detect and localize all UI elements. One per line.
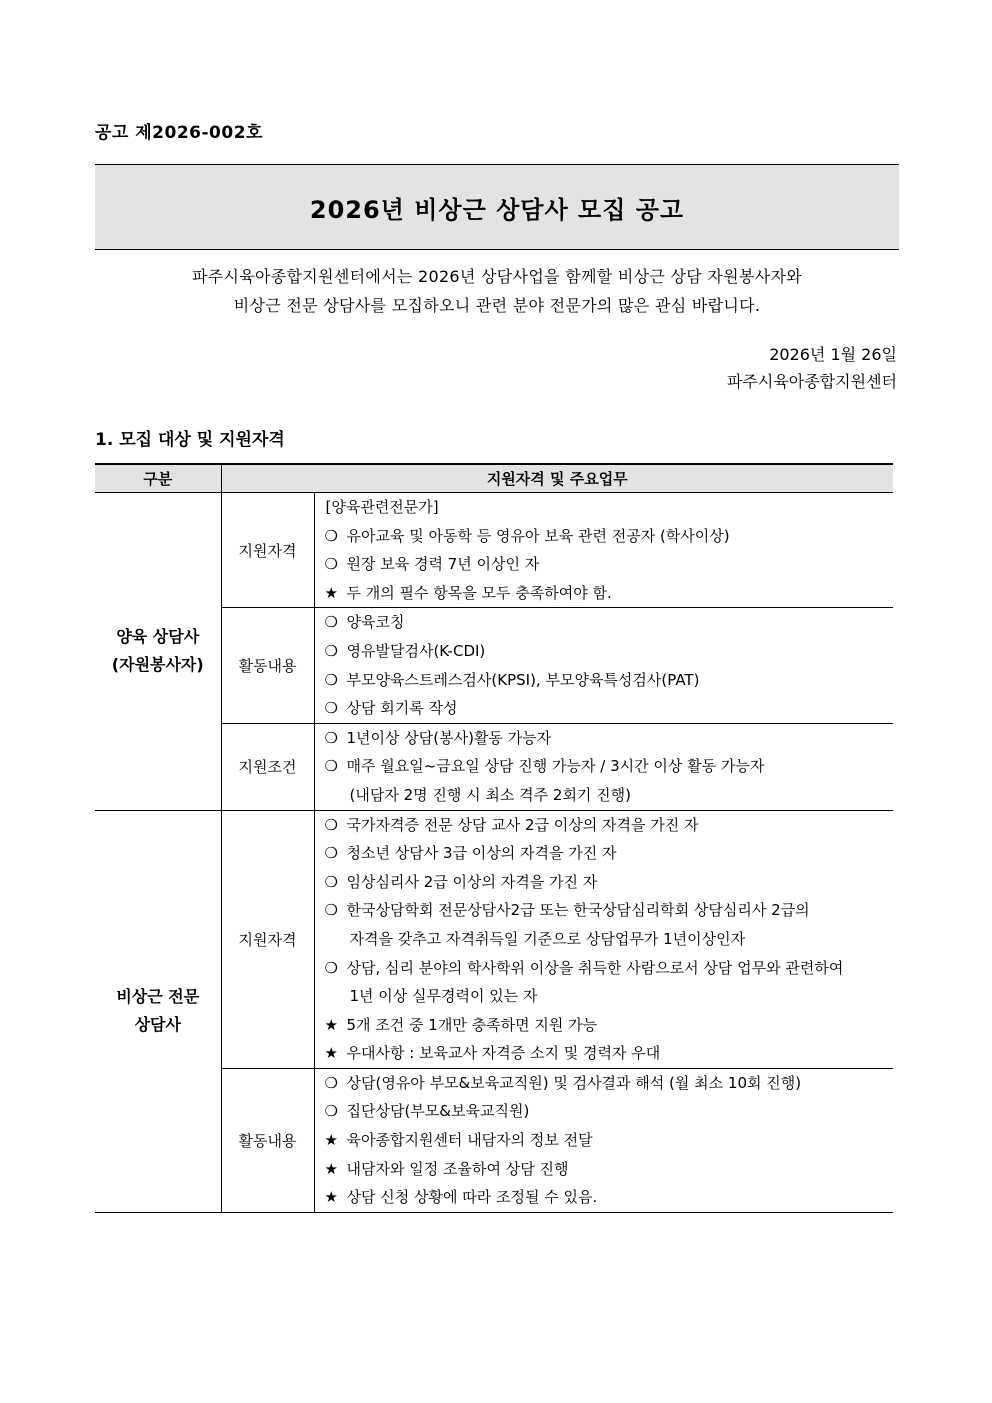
category-line: 양육 상담사: [116, 627, 200, 647]
table-header-row: [95, 464, 893, 493]
content-line: [325, 637, 894, 666]
content-text: [양육관련전문가]: [325, 498, 439, 516]
content-line: [325, 579, 894, 608]
content-text: 원장 보육 경력 7년 이상인 자: [346, 555, 540, 574]
circle-bullet-icon: ❍: [324, 728, 338, 747]
content-line: [325, 752, 894, 781]
content-text: 1년이상 상담(봉사)활동 가능자: [346, 728, 552, 747]
intro-paragraph: [95, 262, 899, 320]
content-text: 매주 월요일~금요일 상담 진행 가능자 / 3시간 이상 활동 가능자: [346, 757, 765, 776]
content-cell: [314, 1068, 893, 1212]
content-line: [325, 1069, 894, 1098]
circle-bullet-icon: ❍: [324, 526, 338, 545]
circle-bullet-icon: ❍: [324, 641, 338, 660]
content-line: [325, 896, 894, 925]
content-text: 유아교육 및 아동학 등 영유아 보육 관련 전공자 (학사이상): [346, 526, 730, 545]
circle-bullet-icon: ❍: [324, 844, 338, 863]
content-text: 부모양육스트레스검사(KPSI), 부모양육특성검사(PAT): [346, 670, 700, 689]
subcategory-cell: 활동내용: [221, 1068, 314, 1212]
circle-bullet-icon: ❍: [324, 872, 338, 891]
content-text: 우대사항 : 보육교사 자격증 소지 및 경력자 우대: [346, 1044, 661, 1063]
content-line: [325, 954, 894, 983]
circle-bullet-icon: ❍: [324, 1102, 338, 1121]
issuing-organization: 파주시육아종합지원센터: [726, 372, 897, 391]
content-line: [325, 925, 894, 954]
category-cell: [95, 493, 221, 811]
content-line: [325, 1155, 894, 1184]
content-text: 5개 조건 중 1개만 충족하면 지원 가능: [346, 1015, 598, 1034]
content-text: 청소년 상담사 3급 이상의 자격을 가진 자: [346, 844, 617, 863]
content-cell: [314, 493, 893, 608]
content-text: 국가자격증 전문 상담 교사 2급 이상의 자격을 가진 자: [346, 815, 699, 834]
circle-bullet-icon: ❍: [324, 958, 338, 977]
content-line: [325, 694, 894, 723]
section-heading: 1. 모집 대상 및 지원자격: [95, 430, 285, 450]
star-icon: ★: [324, 1159, 338, 1178]
category-line: 상담사: [134, 1015, 181, 1035]
content-line: [325, 1126, 894, 1155]
circle-bullet-icon: ❍: [324, 901, 338, 920]
issue-info: [727, 341, 897, 395]
intro-line-2: 비상근 전문 상담사를 모집하오니 관련 분야 전문가의 많은 관심 바랍니다.: [233, 296, 761, 315]
content-text: 영유발달검사(K-CDI): [346, 641, 486, 660]
content-line: [325, 1183, 894, 1212]
star-icon: ★: [324, 1015, 338, 1034]
content-text: 상담, 심리 분야의 학사학위 이상을 취득한 사람으로서 상담 업무와 관련하여: [346, 958, 844, 977]
title-banner: [95, 164, 899, 250]
star-icon: ★: [324, 1044, 338, 1063]
intro-line-1: 파주시육아종합지원센터에서는 2026년 상담사업을 함께할 비상근 상담 자원봉사자와: [192, 267, 802, 286]
content-line: [325, 811, 894, 840]
subcategory-cell: 지원자격: [221, 810, 314, 1068]
content-text: 상담 신청 상황에 따라 조정될 수 있음.: [346, 1188, 598, 1207]
content-line: [325, 839, 894, 868]
circle-bullet-icon: ❍: [324, 613, 338, 632]
table-row: [95, 810, 893, 1068]
content-line: [325, 493, 894, 522]
content-line: [325, 781, 894, 810]
category-line: (자원봉사자): [111, 655, 204, 675]
subcategory-cell: 활동내용: [221, 608, 314, 723]
content-line: [325, 550, 894, 579]
content-text: 임상심리사 2급 이상의 자격을 가진 자: [346, 872, 598, 891]
content-line: [325, 1097, 894, 1126]
circle-bullet-icon: ❍: [324, 757, 338, 776]
content-text: 집단상담(부모&보육교직원): [346, 1102, 530, 1121]
subcategory-cell: 지원조건: [221, 723, 314, 810]
header-category: 구분: [95, 464, 221, 493]
notice-number: 공고 제2026-002호: [95, 123, 263, 143]
content-text: 1년 이상 실무경력이 있는 자: [349, 987, 538, 1006]
content-cell: [314, 608, 893, 723]
content-line: [325, 666, 894, 695]
content-text: 상담(영유아 부모&보육교직원) 및 검사결과 해석 (월 최소 10회 진행): [346, 1073, 802, 1092]
page-title: 2026년 비상근 상담사 모집 공고: [309, 195, 685, 224]
content-line: [325, 868, 894, 897]
content-text: 자격을 갖추고 자격취득일 기준으로 상담업무가 1년이상인자: [349, 929, 746, 948]
star-icon: ★: [324, 1188, 338, 1207]
content-line: [325, 1011, 894, 1040]
table-body: [95, 493, 893, 1213]
content-line: [325, 1039, 894, 1068]
content-text: 양육코칭: [346, 613, 405, 632]
header-content: 지원자격 및 주요업무: [221, 464, 893, 493]
star-icon: ★: [324, 583, 338, 602]
recruitment-table: [95, 463, 893, 1213]
content-line: [325, 608, 894, 637]
star-icon: ★: [324, 1131, 338, 1150]
content-cell: [314, 810, 893, 1068]
content-text: 두 개의 필수 항목을 모두 충족하여야 함.: [346, 583, 612, 602]
content-line: [325, 724, 894, 753]
circle-bullet-icon: ❍: [324, 699, 338, 718]
content-line: [325, 522, 894, 551]
content-line: [325, 982, 894, 1011]
content-text: 육아종합지원센터 내담자의 정보 전달: [346, 1131, 593, 1150]
content-text: (내담자 2명 진행 시 최소 격주 2회기 진행): [349, 785, 632, 804]
table-row: [95, 493, 893, 608]
category-cell: [95, 810, 221, 1212]
subcategory-cell: 지원자격: [221, 493, 314, 608]
content-text: 내담자와 일정 조율하여 상담 진행: [346, 1159, 569, 1178]
category-line: 비상근 전문: [116, 987, 200, 1007]
content-cell: [314, 723, 893, 810]
circle-bullet-icon: ❍: [324, 670, 338, 689]
content-text: 상담 회기록 작성: [346, 699, 458, 718]
circle-bullet-icon: ❍: [324, 815, 338, 834]
circle-bullet-icon: ❍: [324, 555, 338, 574]
circle-bullet-icon: ❍: [324, 1073, 338, 1092]
issue-date: 2026년 1월 26일: [769, 345, 897, 364]
content-text: 한국상담학회 전문상담사2급 또는 한국상담심리학회 상담심리사 2급의: [346, 901, 810, 920]
